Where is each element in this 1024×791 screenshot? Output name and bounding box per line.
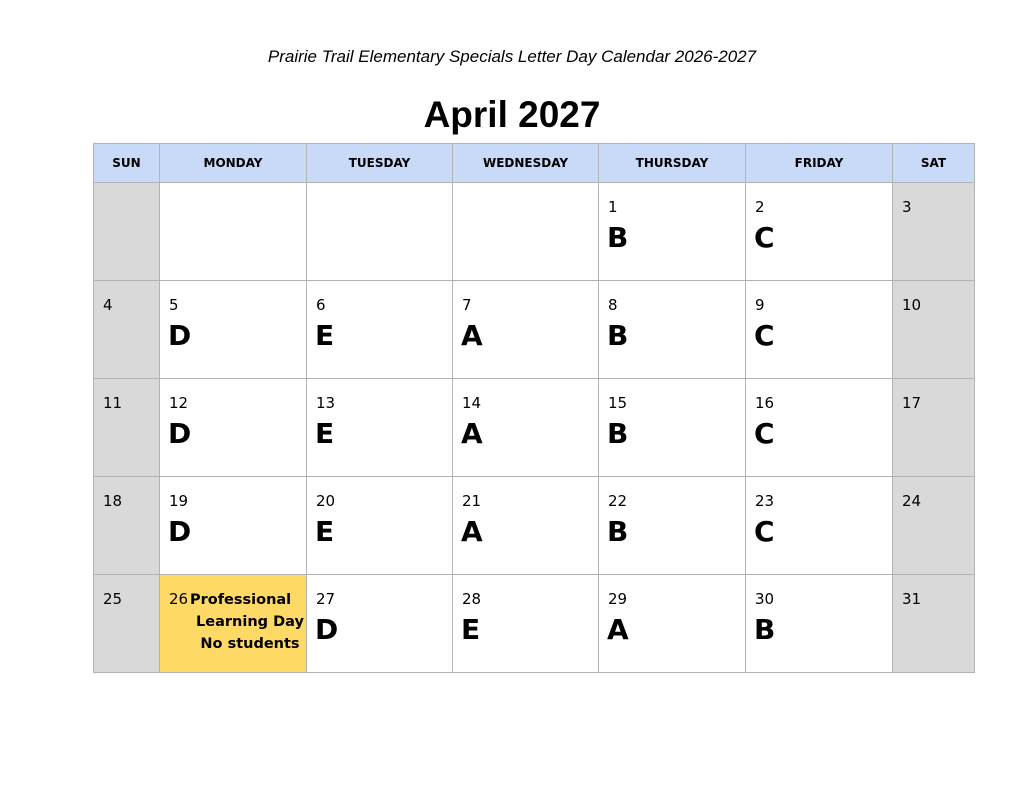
day-number: 19	[169, 492, 189, 510]
letter-day: A	[461, 515, 483, 548]
letter-day: A	[461, 319, 483, 352]
calendar-grid	[93, 143, 975, 673]
letter-day: B	[607, 319, 629, 352]
day-number: 31	[902, 590, 922, 608]
weekday-thursday: THURSDAY	[599, 144, 746, 183]
letter-day: D	[168, 319, 192, 352]
day-number: 25	[103, 590, 123, 608]
day-number: 28	[462, 590, 482, 608]
day-number: 5	[169, 296, 179, 314]
day-number: 6	[316, 296, 326, 314]
day-cell	[307, 183, 453, 281]
letter-day: E	[315, 319, 335, 352]
day-number: 11	[103, 394, 123, 412]
day-number: 21	[462, 492, 482, 510]
day-number: 30	[755, 590, 775, 608]
day-number: 2	[755, 198, 765, 216]
day-number: 16	[755, 394, 775, 412]
day-number: 22	[608, 492, 628, 510]
letter-day: B	[607, 515, 629, 548]
letter-day: B	[607, 221, 629, 254]
letter-day: C	[754, 417, 775, 450]
day-cell	[94, 183, 160, 281]
event-note	[190, 589, 310, 655]
week-row	[94, 477, 975, 575]
day-cell	[599, 575, 746, 673]
day-cell	[599, 477, 746, 575]
day-cell	[893, 281, 975, 379]
day-number: 8	[608, 296, 618, 314]
day-number: 10	[902, 296, 922, 314]
day-cell	[94, 575, 160, 673]
letter-day: A	[607, 613, 629, 646]
day-number: 1	[608, 198, 618, 216]
day-number: 9	[755, 296, 765, 314]
day-cell	[94, 379, 160, 477]
weekday-sat: SAT	[893, 144, 975, 183]
day-number: 27	[316, 590, 336, 608]
day-cell-professional-learning	[160, 575, 307, 673]
day-cell	[307, 281, 453, 379]
day-cell	[453, 281, 599, 379]
day-cell	[307, 379, 453, 477]
day-number: 15	[608, 394, 628, 412]
day-cell	[746, 575, 893, 673]
day-cell	[893, 575, 975, 673]
day-cell	[746, 281, 893, 379]
day-number: 4	[103, 296, 113, 314]
letter-day: B	[607, 417, 629, 450]
week-row	[94, 575, 975, 673]
letter-day: C	[754, 319, 775, 352]
day-cell	[893, 379, 975, 477]
day-cell	[160, 379, 307, 477]
weekday-sun: SUN	[94, 144, 160, 183]
day-cell	[453, 575, 599, 673]
letter-day: D	[315, 613, 339, 646]
day-cell	[453, 379, 599, 477]
day-cell	[746, 477, 893, 575]
day-number: 24	[902, 492, 922, 510]
day-cell	[94, 281, 160, 379]
day-number: 29	[608, 590, 628, 608]
day-number: 18	[103, 492, 123, 510]
day-number: 3	[902, 198, 912, 216]
day-cell	[599, 183, 746, 281]
day-number: 13	[316, 394, 336, 412]
week-row	[94, 281, 975, 379]
day-cell	[746, 183, 893, 281]
day-cell	[160, 183, 307, 281]
weekday-friday: FRIDAY	[746, 144, 893, 183]
letter-day: E	[461, 613, 481, 646]
day-cell	[453, 183, 599, 281]
day-number: 20	[316, 492, 336, 510]
day-cell	[893, 183, 975, 281]
calendar-subtitle: Prairie Trail Elementary Specials Letter Day Calendar 2026-2027	[267, 47, 757, 66]
day-number: 26	[169, 590, 189, 608]
weekday-header-row	[94, 144, 975, 183]
month-title: April 2027	[423, 94, 601, 135]
day-number: 14	[462, 394, 482, 412]
letter-day: D	[168, 515, 192, 548]
day-cell	[307, 477, 453, 575]
weekday-wednesday: WEDNESDAY	[453, 144, 599, 183]
day-cell	[307, 575, 453, 673]
weekday-tuesday: TUESDAY	[307, 144, 453, 183]
event-note-line: No students	[200, 636, 300, 652]
day-cell	[160, 477, 307, 575]
event-note-line: Learning Day	[196, 614, 304, 630]
event-note-line: Professional	[190, 592, 292, 608]
day-cell	[94, 477, 160, 575]
letter-day: A	[461, 417, 483, 450]
letter-day: C	[754, 221, 775, 254]
letter-day: B	[754, 613, 776, 646]
day-number: 23	[755, 492, 775, 510]
letter-day: D	[168, 417, 192, 450]
day-number: 17	[902, 394, 922, 412]
day-cell	[746, 379, 893, 477]
day-cell	[160, 281, 307, 379]
week-row	[94, 183, 975, 281]
day-cell	[599, 379, 746, 477]
letter-day: C	[754, 515, 775, 548]
day-cell	[893, 477, 975, 575]
weekday-monday: MONDAY	[160, 144, 307, 183]
day-number: 12	[169, 394, 189, 412]
day-cell	[453, 477, 599, 575]
letter-day: E	[315, 417, 335, 450]
day-cell	[599, 281, 746, 379]
letter-day: E	[315, 515, 335, 548]
day-number: 7	[462, 296, 472, 314]
week-row	[94, 379, 975, 477]
